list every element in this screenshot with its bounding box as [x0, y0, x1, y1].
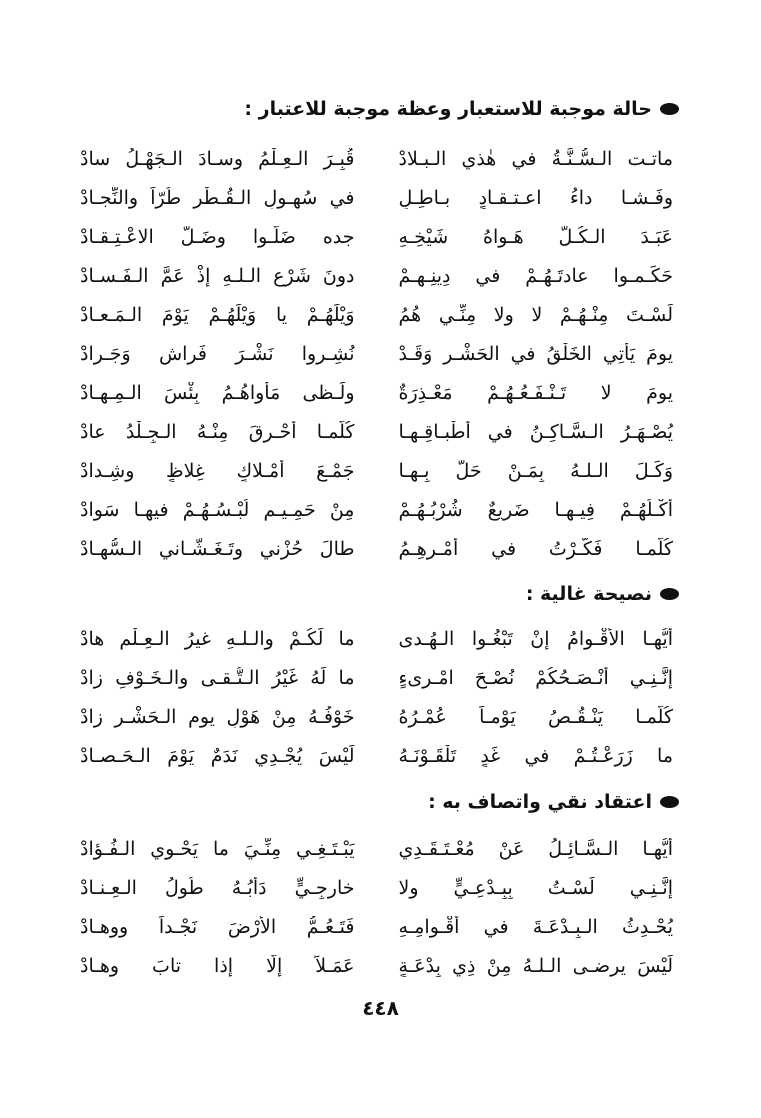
- second-hemistich: ما لَكُـمْ والـلـهِ غيرُ الـعِـلْمِ هادْ: [80, 627, 355, 650]
- second-hemistich: في سُهـولِ الـقُـطْرِ طُرّاً والنِّجـادْ: [80, 186, 355, 209]
- first-hemistich: أيُّهـا الأقْـوامُ إنْ تَبْغُـوا الـهُـدى: [398, 627, 673, 650]
- section-1-heading: [60, 95, 679, 123]
- verse-line: [74, 178, 679, 217]
- verse-line: [74, 373, 679, 412]
- page-number: ٤٤٨: [362, 996, 399, 1020]
- section-2-poem: [74, 619, 679, 775]
- first-hemistich: يومَ لا تَـنْـفَـعُـهُـمْ مَعْـذِرَةٌ: [398, 381, 673, 404]
- verse-line: [74, 217, 679, 256]
- verse-line: [74, 658, 679, 697]
- second-hemistich: طالَ حُزْني وتَـغَـشَّـاني الـسُّهـادْ: [80, 537, 355, 560]
- verse-line: [74, 334, 679, 373]
- verse-line: [74, 412, 679, 451]
- first-hemistich: يُصْـهَـرُ الـسَّـاكِـنُ في أطْبـاقِـهـا: [398, 420, 673, 443]
- verse-line: [74, 946, 679, 985]
- section-2-heading-text: نصيحة غالية :: [525, 583, 652, 605]
- first-hemistich: ماتـت الـسُّـنَّـةُ في هٰذي الـبـلادْ: [398, 147, 673, 170]
- verse-line: [74, 907, 679, 946]
- second-hemistich: نُشِـروا نَشْـرَ فَراشٍ وَجَـرادْ: [80, 342, 355, 365]
- verse-line: [74, 619, 679, 658]
- second-hemistich: فَتَـعُـمُّ الأرْضَ نَجْـداً ووِهـادْ: [80, 915, 355, 938]
- bullet-icon: [660, 796, 679, 808]
- first-hemistich: عَبَـدَ الـكُـلَّ هَـواهُ شَيْخِـهِ: [398, 225, 673, 248]
- verse-line: [74, 736, 679, 775]
- bullet-icon: [660, 103, 679, 115]
- section-2-heading: [60, 580, 679, 608]
- second-hemistich: خارِجِـيٍّ دَأْبُـهُ طُولُ الـعِـنـادْ: [80, 876, 355, 899]
- second-hemistich: كُلَّمـا أُحْـرِقَ مِنْـهُ الـجِـلْدُ عادْ: [80, 420, 355, 443]
- first-hemistich: أكْـلُهُـمْ فِيـهـا ضَريعٌ شُرْبُـهُـمْ: [398, 498, 673, 521]
- first-hemistich: كُلَّمـا يَنْـقُـصُ يَوْمـاً عُمْـرُهُ: [398, 705, 673, 728]
- first-hemistich: كُلَّمـا فَكَّـرْتُ في أمْـرِهِـمُ: [398, 537, 673, 560]
- section-1-heading-text: حالة موجبة للاستعبار وعظة موجبة للاعتبار :: [244, 98, 652, 120]
- verse-line: [74, 868, 679, 907]
- verse-line: [74, 697, 679, 736]
- second-hemistich: ولَـظى مَأواهُـمُ بِئْسَ الـمِـهـادْ: [80, 381, 355, 404]
- second-hemistich: مِنْ حَمِـيـمٍ لُبْـسُـهُـمْ فيهـا سَوادْ: [80, 498, 355, 521]
- second-hemistich: قُبِـرَ الـعِـلْمُ وسـادَ الـجَهْـلُ سادْ: [80, 147, 355, 170]
- second-hemistich: جَمْـعَ أمْـلاكٍ غِلاظٍ وشِـدادْ: [80, 459, 355, 482]
- verse-line: [74, 490, 679, 529]
- first-hemistich: ما زَرَعْـتُـمْ في غَدٍ تَلْقَـوْنَـهُ: [398, 744, 673, 767]
- section-3-heading: [60, 788, 679, 816]
- verse-line: [74, 295, 679, 334]
- first-hemistich: حَكَـمـوا عادتَـهُـمْ في دِينِـهِـمْ: [398, 264, 673, 287]
- verse-line: [74, 451, 679, 490]
- verse-line: [74, 529, 679, 568]
- first-hemistich: أيُّهـا الـسَّـائِـلُ عَنْ مُعْـتَـقَـدِي: [398, 837, 673, 860]
- first-hemistich: يُحْـدِثُ الـبِـدْعَـةَ في أقْـوامِـهِ: [398, 915, 673, 938]
- first-hemistich: لَسْـتَ مِنْـهُـمْ لا ولا مِنِّـي هُمُ: [398, 303, 673, 326]
- second-hemistich: جده ضَلُّـوا وضَـلَّ الاعْـتِـقـادْ: [80, 225, 355, 248]
- section-1-poem: [74, 139, 679, 568]
- verse-line: [74, 256, 679, 295]
- first-hemistich: لَيْسَ يرضـى الـلـهُ مِنْ ذِي بِدْعَـةٍ: [398, 954, 673, 977]
- verse-line: [74, 829, 679, 868]
- second-hemistich: عَمَـلاً إلَّا إذا تابَ وهـادْ: [80, 954, 355, 977]
- section-3-heading-text: اعتقاد نقي واتصاف به :: [428, 791, 652, 813]
- bullet-icon: [660, 588, 679, 600]
- second-hemistich: لَيْسَ يُجْـدِي نَدَمٌ يَوْمَ الـحَـصـادْ: [80, 744, 355, 767]
- second-hemistich: خَوْفُـهُ مِنْ هَوْلِ يومِ الـحَشْـرِ زادْ: [80, 705, 355, 728]
- first-hemistich: وفَـشـا داءُ اعـتـقـادٍ بـاطِـلٍ: [398, 186, 673, 209]
- first-hemistich: يومَ يَأتِي الخَلْقُ في الحَشْـرِ وَقَـدْ: [398, 342, 673, 365]
- first-hemistich: إنَّـنِـي لَسْـتُ بِبِـدْعِـيٍّ ولا: [398, 876, 673, 899]
- section-3-poem: [74, 829, 679, 985]
- second-hemistich: دونَ شَرْعِ الـلـهِ إذْ عَمَّ الـفَـسـادْ: [80, 264, 355, 287]
- verse-line: [74, 139, 679, 178]
- first-hemistich: إنَّـنِـي أنْـصَـحُكُمْ نُصْـحَ امْـرِىءٍ: [398, 666, 673, 689]
- second-hemistich: يَبْـتَـغِـي مِنِّـيَ ما يَحْـوِي الـفُـؤادْ: [80, 837, 355, 860]
- second-hemistich: وَيْلَهُـمْ يا وَيْلَهُـمْ يَوْمَ الـمَـعـادْ: [80, 303, 355, 326]
- first-hemistich: وَكَـلَ الـلـهُ بِمَـنْ حَلَّ بِـهـا: [398, 459, 673, 482]
- second-hemistich: ما لَهُ غَيْرُ الـتُّـقـى والـخَـوْفِ زادْ: [80, 666, 355, 689]
